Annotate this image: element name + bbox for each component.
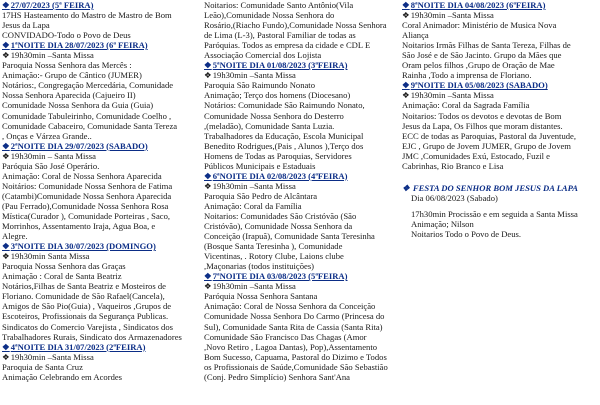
line-text: Animação Celebrando em Acordes <box>2 371 123 382</box>
line-text: Comunidade São Francisco Das Chagas (Amor <box>204 331 367 342</box>
text-line <box>204 40 400 50</box>
bullet-diamond-icon: ❖ <box>2 40 10 51</box>
line-text: Amigos de São Pio(Guia) , Vaqueiros ,Grupos de <box>2 301 172 312</box>
line-text: Homens de Todas as Paroquias, Servidores <box>204 150 352 161</box>
bullet-diamond-icon: ❖ <box>204 271 212 282</box>
text-line <box>204 332 400 342</box>
text-line <box>2 20 202 30</box>
line-text: Vicentinas, . Rotory Clube, Laions clube <box>204 251 344 262</box>
line-text: Escoteiros, Profissionais da Segurança Publicas. <box>2 311 169 322</box>
text-line <box>2 100 202 110</box>
text-line <box>204 322 400 332</box>
text-line <box>402 10 598 20</box>
text-line <box>204 241 400 251</box>
line-text: 19h30min Santa Missa <box>10 251 90 262</box>
festival-title <box>402 183 598 193</box>
text-line <box>2 161 202 171</box>
text-line <box>402 70 598 80</box>
text-line <box>2 121 202 131</box>
text-line <box>402 219 598 229</box>
line-text: Animação: Coral da Sagrada Família <box>402 100 530 111</box>
line-text: os Profissionais de Saúde,Comunidade São Sebastião <box>204 361 388 372</box>
bullet-diamond-icon: ❖ <box>2 251 10 262</box>
text-line <box>2 281 202 291</box>
text-line <box>204 221 400 231</box>
text-line <box>2 332 202 342</box>
text-line <box>204 131 400 141</box>
line-text: Noitarios: Comunidade Santo Antônio(Vila <box>204 0 354 10</box>
line-text: 2ªNOITE DIA 29/07/2023 (SABADO) <box>10 140 148 151</box>
line-text: Paroquia São Raimundo Nonato <box>204 80 315 91</box>
line-text: Rainha ,Todo a imprensa de Floriano. <box>402 70 532 81</box>
bullet-diamond-icon: ❖ <box>2 341 10 352</box>
line-text: 5ªNOITE DIA 01/08/2023 (3ªFEIRA) <box>212 60 348 71</box>
night-heading <box>2 141 202 151</box>
night-heading <box>402 0 598 10</box>
text-line <box>2 231 202 241</box>
text-line <box>2 301 202 311</box>
text-line <box>2 171 202 181</box>
line-text: ,Maçonarias (todos instituições) <box>204 261 315 272</box>
text-line <box>204 311 400 321</box>
text-line <box>204 362 400 372</box>
line-text: (Catambi)Comunidade Nossa Senhora Aparecida <box>2 190 172 201</box>
line-text: 19h30min –Santa Missa <box>212 281 296 292</box>
text-line <box>402 50 598 60</box>
line-text: Noitarios Todo o Povo de Deus. <box>411 228 521 239</box>
line-text: Associação Comercial dos Lojista <box>204 50 322 61</box>
text-line <box>204 291 400 301</box>
line-text: Públicos Municipais e Estaduais <box>204 160 316 171</box>
text-line <box>2 221 202 231</box>
text-line <box>402 161 598 171</box>
line-text: 19h30min –Santa Missa <box>410 10 494 21</box>
text-line <box>2 50 202 60</box>
text-line <box>204 20 400 30</box>
line-text: Jesus da Lapa <box>2 20 50 31</box>
text-line <box>204 281 400 291</box>
line-text: Notários,Filhas de Santa Beatriz e Mosteiros de <box>2 281 166 292</box>
line-text: 19h30min –Santa Missa <box>10 50 94 61</box>
text-line <box>402 100 598 110</box>
line-text: Animação; Terço dos homens (Diocesano) <box>204 90 351 101</box>
text-line <box>204 111 400 121</box>
night-heading <box>204 60 400 70</box>
line-text: Paroquia São Pedro de Alcântara <box>204 190 318 201</box>
line-text: Animação : Coral de Santa Beatriz <box>2 271 122 282</box>
line-text: 19h30min –Santa Missa <box>10 351 94 362</box>
text-line <box>204 10 400 20</box>
text-line <box>204 151 400 161</box>
line-text: Sul), Comunidade Santa Rita de Cassia (Santa Rita) <box>204 321 383 332</box>
line-text: Nossa Senhora Aparecida (Cajueiro II) <box>2 90 136 101</box>
line-text: Trabalhadores Rurais, Sindicato dos Armazenadores <box>2 331 182 342</box>
line-text: Paróquias. Todos as empresa da cidade e CDL E <box>204 40 371 51</box>
line-text: Noitarios: Todos os devotos e devotas de Bom <box>402 110 562 121</box>
line-text: Mística(Curador ), Comunidade Porteiras , Saco, <box>2 210 171 221</box>
line-text: CONVIDADO-Todo o Povo de Deus <box>2 30 131 41</box>
bullet-diamond-icon: ❖ <box>402 182 412 193</box>
line-text: 19h30min – Santa Missa <box>10 150 96 161</box>
text-line <box>2 80 202 90</box>
text-line <box>2 201 202 211</box>
line-text: Trabalhadores da Educação, Escola Municipal <box>204 130 364 141</box>
text-line <box>402 20 598 30</box>
line-text: Paroquia Nossa Senhora das Mercês : <box>2 60 132 71</box>
column-left <box>2 0 202 382</box>
line-text: FESTA DO SENHOR BOM JESUS DA LAPA <box>412 182 578 193</box>
text-line <box>2 261 202 271</box>
line-text: Rosário,(Riacho Fundo),Comunidade Nossa Senhora <box>204 20 387 31</box>
text-line <box>2 60 202 70</box>
line-text: (Bosque Santa Teresinha ), Comunidade <box>204 241 343 252</box>
night-heading <box>204 171 400 181</box>
line-text: JMC ,Comunidades Exú, Estocado, Fuzil e <box>402 150 550 161</box>
line-text: Paróquia Nossa Senhora Santana <box>204 291 318 302</box>
line-text: Animação: Coral de Nossa Senhora Aparecida <box>2 170 162 181</box>
text-line <box>2 191 202 201</box>
line-text: 1ªNOITE DIA 28/07/2023 (6ª FEIRA) <box>10 40 148 51</box>
line-text: Leão),Comunidade Nossa Senhora do <box>204 10 335 21</box>
text-line <box>2 211 202 221</box>
text-line <box>204 121 400 131</box>
text-line <box>204 70 400 80</box>
line-text: Cristóvão), Comunidade Nossa Senhora da <box>204 221 353 232</box>
night-heading <box>2 342 202 352</box>
text-line <box>2 70 202 80</box>
text-line <box>2 30 202 40</box>
text-line <box>204 261 400 271</box>
line-text: Jesus da Lapa, Os Filhos que moram distantes. <box>402 120 563 131</box>
bullet-diamond-icon: ❖ <box>402 80 410 91</box>
text-line <box>2 131 202 141</box>
line-text: Cabrinhas, Rio Branco e Lisa <box>402 160 504 171</box>
line-text: Paroquia Nossa Senhora das Graças <box>2 261 126 272</box>
bullet-diamond-icon: ❖ <box>204 60 212 71</box>
bullet-diamond-icon: ❖ <box>2 241 10 252</box>
line-text: ECC de todas as Paroquias, Pastoral da Juventude, <box>402 130 576 141</box>
line-text: Noitarios Irmãs Filhas de Santa Tereza, Filhas de <box>402 40 571 51</box>
line-text: 3ªNOITE DIA 30/07/2023 (DOMINGO) <box>10 241 156 252</box>
line-text: 19h30min –Santa Missa <box>410 90 494 101</box>
text-line <box>2 181 202 191</box>
bullet-diamond-icon: ❖ <box>2 140 10 151</box>
text-line <box>204 141 400 151</box>
line-text: Notários: Comunidade São Raimundo Nonato, <box>204 100 365 111</box>
line-text: Noitarios: Comunidades São Cristóvão (São <box>204 210 357 221</box>
line-text: Animação; Nilson <box>411 218 474 229</box>
text-line <box>2 90 202 100</box>
text-line <box>204 90 400 100</box>
text-line <box>204 352 400 362</box>
text-line <box>402 40 598 50</box>
line-text: Noitários: Comunidade Nossa Senhora de Fatima <box>2 180 173 191</box>
line-text: Floriano. Comunidade de São Rafael(Cancela), <box>2 291 165 302</box>
line-text: Comunidade Tabuleirinho, Comunidade Coelho , <box>2 110 172 121</box>
line-text: 9ªNOITE DIA 05/08/2023 (SABADO) <box>410 80 548 91</box>
text-line <box>402 131 598 141</box>
line-text: Sindicatos do Comercio Varejista , Sindicatos dos <box>2 321 173 332</box>
night-heading <box>402 80 598 90</box>
text-line <box>402 90 598 100</box>
line-text: Morrinhos, Assentamento Iraja, Agua Boa, e <box>2 221 156 232</box>
line-text: 27/07/2023 (5ª FEIRA) <box>10 0 94 10</box>
text-line <box>2 322 202 332</box>
text-line <box>402 30 598 40</box>
bullet-diamond-icon: ❖ <box>402 10 410 21</box>
column-right <box>402 0 598 239</box>
night-heading <box>2 0 202 10</box>
bullet-diamond-icon: ❖ <box>204 170 212 181</box>
line-text: Benedito Rodrigues,(Pais , Alunos ),Terço dos <box>204 140 364 151</box>
text-line <box>2 271 202 281</box>
text-line <box>402 141 598 151</box>
text-line <box>204 191 400 201</box>
column-middle <box>204 0 400 382</box>
line-text: Paroquia de Santa Cruz <box>2 361 83 372</box>
bullet-diamond-icon: ❖ <box>2 0 10 10</box>
night-heading <box>2 40 202 50</box>
text-line <box>204 201 400 211</box>
line-text: (Pau Ferrado),Comunidade Nossa Senhora Rosa <box>2 200 169 211</box>
text-line <box>2 311 202 321</box>
bullet-diamond-icon: ❖ <box>2 150 10 161</box>
line-text: 8ªNOITE DIA 04/08/2023 (6ªFEIRA) <box>410 0 546 10</box>
text-line <box>402 121 598 131</box>
bullet-diamond-icon: ❖ <box>2 351 10 362</box>
line-text: Paróquia São José Operário. <box>2 160 100 171</box>
line-text: 17h30min Procissão e em seguida a Santa Missa <box>411 208 578 219</box>
text-line <box>204 80 400 90</box>
night-heading <box>204 271 400 281</box>
bullet-diamond-icon: ❖ <box>204 70 212 81</box>
line-text: 19h30min –Santa Missa <box>212 180 296 191</box>
bullet-diamond-icon: ❖ <box>402 90 410 101</box>
text-line <box>2 10 202 20</box>
line-text: Comunidade Nossa Senhora Do Carmo (Princesa do <box>204 311 385 322</box>
line-text: 4ªNOITE DIA 31/07/2023 (2ªFEIRA) <box>10 341 146 352</box>
text-line <box>204 231 400 241</box>
line-text: 6ªNOITE DIA 02/08/2023 (4ªFEIRA) <box>212 170 348 181</box>
text-line <box>2 362 202 372</box>
line-text: Aliança <box>402 30 429 41</box>
text-line <box>204 342 400 352</box>
line-text: (Conj. Pedro Simplício) Senhora Sant'Ana <box>204 371 350 382</box>
text-line <box>204 181 400 191</box>
line-text: Oram pelos filhos ,Grupo de Oração de Mae <box>402 60 555 71</box>
bullet-diamond-icon: ❖ <box>402 0 410 10</box>
line-text: Notários:, Congregação Mercedária, Comunidade <box>2 80 174 91</box>
text-line <box>2 151 202 161</box>
text-line <box>402 229 598 239</box>
line-text: de Lima (L-3), Pastoral Familiar de todas as <box>204 30 356 41</box>
text-line <box>204 50 400 60</box>
text-line <box>2 352 202 362</box>
text-line <box>204 211 400 221</box>
text-line <box>204 0 400 10</box>
line-text: Animação:- Grupo de Cântico (JUMER) <box>2 70 142 81</box>
text-line <box>2 111 202 121</box>
text-line <box>402 111 598 121</box>
text-line <box>204 251 400 261</box>
line-text: Bom Sucesso, Capuama, Pastoral do Dizimo e Todos <box>204 351 387 362</box>
line-text: , Onças e Várzea Grande.. <box>2 130 92 141</box>
text-line <box>204 161 400 171</box>
line-text: Comunidade Nossa Senhora da Guia (Guia) <box>2 100 154 111</box>
text-line <box>402 151 598 161</box>
bullet-diamond-icon: ❖ <box>204 180 212 191</box>
line-text: EJC , Grupo de Jovem JUMER, Grupo de Jovem <box>402 140 571 151</box>
line-text: Comunidade Nossa Senhora do Desterro <box>204 110 344 121</box>
line-text: ,(meladão), Comunidade Santa Luzia. <box>204 120 335 131</box>
text-line <box>2 372 202 382</box>
line-text: Conceição (Irapuã), Comunidade Santa Teresinha <box>204 231 375 242</box>
line-text: Coral Animador: Ministério de Musica Nova <box>402 20 557 31</box>
line-text: Dia 06/08/2023 (Sabado) <box>411 192 498 203</box>
night-heading <box>2 241 202 251</box>
text-line <box>402 209 598 219</box>
text-line <box>402 193 598 203</box>
text-line <box>204 372 400 382</box>
text-line <box>2 251 202 261</box>
bullet-diamond-icon: ❖ <box>2 50 10 61</box>
text-line <box>2 291 202 301</box>
line-text: Alegre. <box>2 231 28 242</box>
text-line <box>204 301 400 311</box>
bullet-diamond-icon: ❖ <box>204 281 212 292</box>
text-line <box>204 100 400 110</box>
line-text: Animação: Coral de Nossa Senhora da Conceição <box>204 301 376 312</box>
line-text: Comunidade Cabaceiro, Comunidade Santa Tereza <box>2 120 178 131</box>
line-text: ,Novo Retiro , Lagoa Dantas), Pop),Assentamento <box>204 341 378 352</box>
line-text: São José e de São Jacinto. Grupo da Mães que <box>402 50 562 61</box>
text-line <box>402 60 598 70</box>
text-line <box>204 30 400 40</box>
line-text: 7ªNOITE DIA 03/08/2023 (5ªFEIRA) <box>212 271 348 282</box>
line-text: Animação: Coral da Família <box>204 200 302 211</box>
line-text: 19h30min –Santa Missa <box>212 70 296 81</box>
line-text: 17HS Hasteamento do Mastro de Mastro de Bom <box>2 10 172 21</box>
